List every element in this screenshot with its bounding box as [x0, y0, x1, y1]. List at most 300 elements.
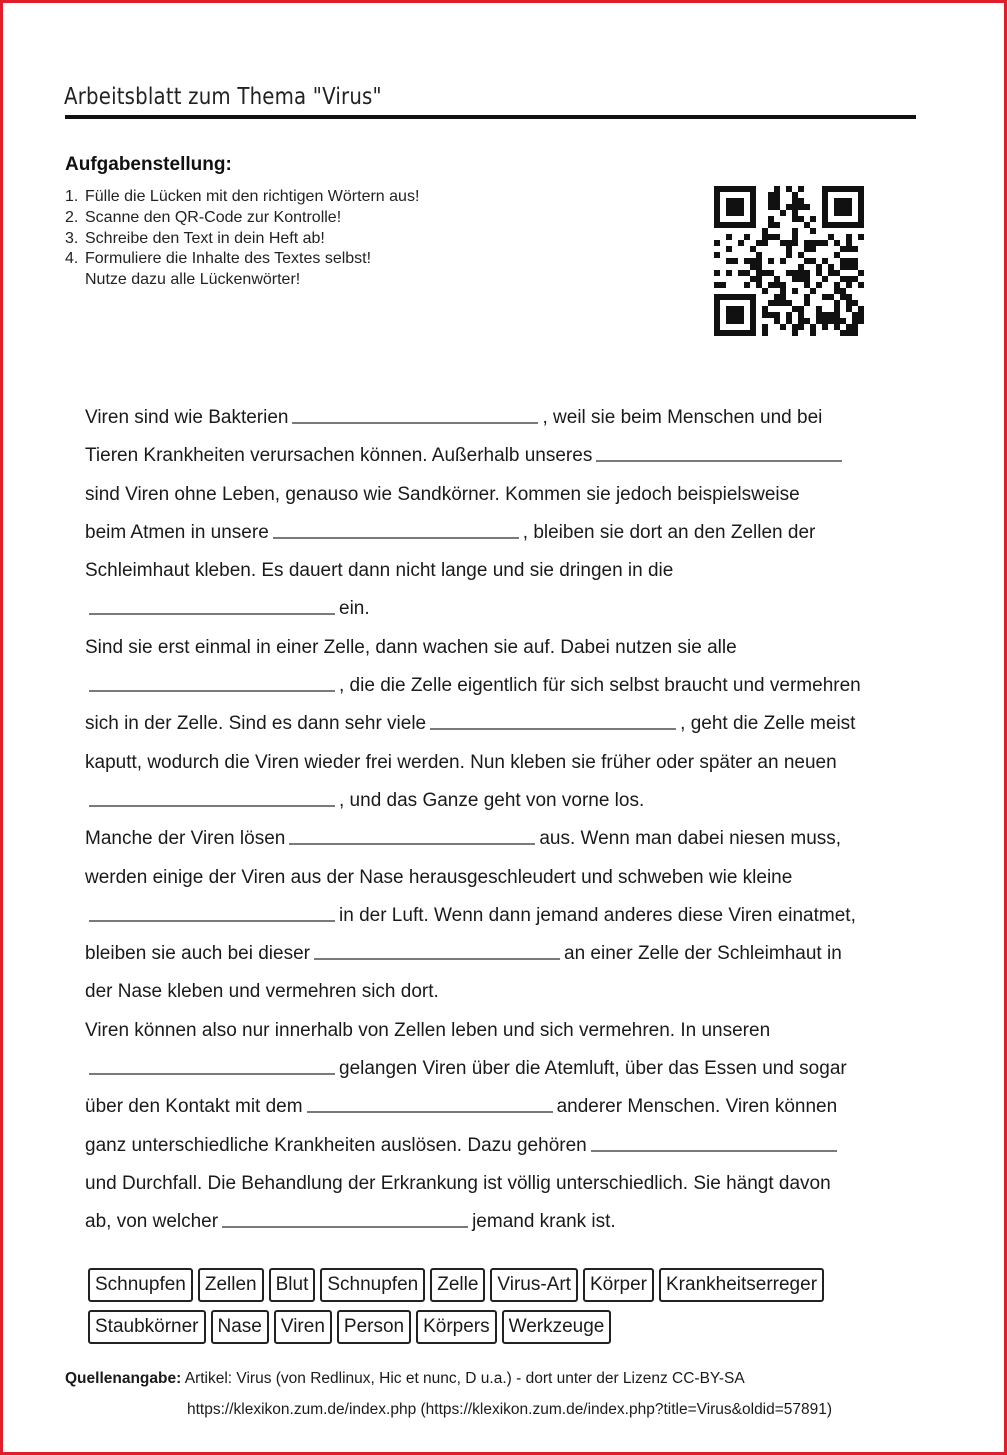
qr-module: [804, 276, 810, 282]
text-line: [85, 859, 915, 897]
qr-module: [792, 330, 798, 336]
word-chip: Zellen: [198, 1268, 264, 1302]
qr-code: [714, 186, 864, 336]
qr-module: [828, 270, 834, 276]
qr-module: [780, 210, 786, 216]
qr-module: [840, 288, 846, 294]
qr-module: [750, 222, 756, 228]
qr-module: [750, 312, 756, 318]
text-segment: ab, von welcher: [85, 1211, 219, 1233]
qr-module: [846, 222, 852, 228]
task-number: 2.: [65, 208, 79, 226]
qr-module: [822, 216, 828, 222]
qr-module: [756, 282, 762, 288]
qr-module: [774, 312, 780, 318]
qr-module: [822, 210, 828, 216]
qr-module: [738, 210, 744, 216]
qr-module: [738, 186, 744, 192]
qr-module: [840, 222, 846, 228]
qr-module: [738, 312, 744, 318]
qr-module: [786, 318, 792, 324]
qr-module: [750, 306, 756, 312]
qr-module: [822, 276, 828, 282]
qr-module: [756, 276, 762, 282]
qr-module: [732, 186, 738, 192]
qr-module: [840, 204, 846, 210]
word-bank-row: [88, 1310, 918, 1344]
qr-module: [846, 264, 852, 270]
task-number: 1.: [65, 188, 79, 205]
qr-module: [846, 234, 852, 240]
qr-module: [768, 270, 774, 276]
qr-module: [822, 324, 828, 330]
qr-module: [738, 294, 744, 300]
qr-module: [768, 234, 774, 240]
qr-module: [858, 210, 864, 216]
qr-module: [804, 222, 810, 228]
qr-module: [714, 216, 720, 222]
qr-module: [714, 198, 720, 204]
task-item: [65, 249, 419, 291]
qr-module: [822, 204, 828, 210]
qr-module: [792, 204, 798, 210]
qr-module: [750, 294, 756, 300]
qr-module: [786, 186, 792, 192]
qr-module: [744, 234, 750, 240]
qr-module: [714, 306, 720, 312]
qr-module: [762, 288, 768, 294]
qr-module: [786, 246, 792, 252]
qr-module: [798, 186, 804, 192]
qr-module: [846, 294, 852, 300]
qr-module: [774, 192, 780, 198]
qr-module: [714, 312, 720, 318]
qr-module: [720, 282, 726, 288]
qr-module: [780, 282, 786, 288]
qr-module: [726, 246, 732, 252]
qr-module: [846, 246, 852, 252]
qr-module: [774, 222, 780, 228]
source-url: https://klexikon.zum.de/index.php (https://klexikon.zum.de/index.php?title=Virus&oldid=57891): [187, 1401, 833, 1418]
qr-module: [750, 198, 756, 204]
word-chip: Staubkörner: [88, 1310, 206, 1344]
text-segment: sich in der Zelle. Sind es dann sehr viele: [85, 713, 427, 735]
qr-module: [726, 258, 732, 264]
qr-module: [732, 312, 738, 318]
word-chip: Person: [337, 1310, 411, 1344]
qr-module: [714, 186, 720, 192]
qr-module: [714, 330, 720, 336]
page-title: Arbeitsblatt zum Thema "Virus": [64, 84, 382, 110]
qr-module: [732, 210, 738, 216]
qr-module: [798, 276, 804, 282]
text-segment: sind Viren ohne Leben, genauso wie Sandkörner. Kommen sie jedoch beispielsweise: [85, 483, 800, 505]
qr-module: [810, 288, 816, 294]
qr-module: [852, 312, 858, 318]
qr-module: [822, 222, 828, 228]
blank-line[interactable]: [596, 446, 842, 462]
qr-module: [846, 186, 852, 192]
text-segment: Schleimhaut kleben. Es dauert dann nicht lange und sie dringen in die: [85, 560, 674, 582]
qr-module: [840, 258, 846, 264]
qr-module: [744, 222, 750, 228]
qr-module: [804, 258, 810, 264]
qr-module: [798, 318, 804, 324]
qr-module: [810, 240, 816, 246]
qr-module: [840, 318, 846, 324]
qr-module: [762, 330, 768, 336]
qr-module: [744, 186, 750, 192]
qr-module: [750, 300, 756, 306]
qr-module: [804, 300, 810, 306]
text-segment: an einer Zelle der Schleimhaut in: [564, 943, 842, 965]
qr-module: [798, 204, 804, 210]
qr-module: [786, 300, 792, 306]
qr-module: [828, 234, 834, 240]
qr-module: [738, 270, 744, 276]
text-segment: , geht die Zelle meist: [680, 713, 856, 735]
qr-module: [780, 240, 786, 246]
qr-module: [846, 282, 852, 288]
task-item: [65, 208, 419, 229]
blank-line[interactable]: [222, 1212, 468, 1228]
qr-module: [834, 186, 840, 192]
qr-module: [750, 204, 756, 210]
text-line: [85, 437, 915, 475]
qr-module: [846, 204, 852, 210]
qr-module: [846, 330, 852, 336]
qr-module: [816, 312, 822, 318]
qr-module: [714, 294, 720, 300]
qr-module: [804, 240, 810, 246]
qr-module: [798, 216, 804, 222]
word-chip: Körpers: [416, 1310, 497, 1344]
source-text: Artikel: Virus (von Redlinux, Hic et nunc, D u.a.) - dort unter der Lizenz CC-BY-SA: [181, 1370, 745, 1387]
text-segment: Manche der Viren lösen: [85, 828, 286, 850]
blank-line[interactable]: [89, 676, 335, 692]
word-chip: Viren: [274, 1310, 332, 1344]
qr-module: [780, 300, 786, 306]
qr-module: [744, 258, 750, 264]
qr-module: [738, 204, 744, 210]
blank-line[interactable]: [89, 906, 335, 922]
qr-module: [840, 276, 846, 282]
qr-module: [786, 312, 792, 318]
qr-module: [828, 186, 834, 192]
qr-module: [816, 306, 822, 312]
text-line: [85, 1050, 915, 1088]
text-segment: beim Atmen in unsere: [85, 521, 269, 543]
qr-module: [822, 240, 828, 246]
text-segment: gelangen Viren über die Atemluft, über das Essen und sogar: [339, 1058, 847, 1080]
word-chip: Zelle: [430, 1268, 485, 1302]
qr-module: [714, 324, 720, 330]
word-chip: Nase: [211, 1310, 269, 1344]
qr-module: [750, 324, 756, 330]
qr-module: [828, 318, 834, 324]
qr-module: [798, 306, 804, 312]
qr-module: [852, 222, 858, 228]
qr-module: [858, 270, 864, 276]
qr-module: [726, 204, 732, 210]
qr-module: [834, 210, 840, 216]
qr-module: [768, 300, 774, 306]
text-segment: anderer Menschen. Viren können: [556, 1096, 838, 1118]
task-item: [65, 229, 419, 250]
qr-module: [798, 270, 804, 276]
qr-module: [768, 258, 774, 264]
qr-module: [726, 270, 732, 276]
qr-module: [762, 324, 768, 330]
qr-module: [738, 222, 744, 228]
text-segment: , und das Ganze geht von vorne los.: [339, 789, 645, 811]
text-line: [85, 744, 915, 782]
qr-module: [714, 204, 720, 210]
qr-module: [822, 258, 828, 264]
text-segment: Tieren Krankheiten verursachen können. Außerhalb unseres: [85, 445, 593, 467]
word-chip: Werkzeuge: [502, 1310, 612, 1344]
qr-module: [732, 198, 738, 204]
task-item: [65, 187, 419, 208]
qr-module: [714, 270, 720, 276]
text-line: [85, 782, 915, 820]
qr-module: [756, 240, 762, 246]
qr-module: [828, 222, 834, 228]
word-bank: [88, 1268, 918, 1352]
qr-module: [852, 246, 858, 252]
text-line: [85, 514, 915, 552]
qr-module: [828, 294, 834, 300]
qr-module: [786, 252, 792, 258]
qr-module: [726, 222, 732, 228]
task-text: Schreibe den Text in dein Heft ab!: [85, 229, 325, 247]
qr-module: [756, 270, 762, 276]
qr-module: [840, 198, 846, 204]
text-segment: , die die Zelle eigentlich für sich selbst braucht und vermehren: [339, 675, 861, 697]
qr-module: [786, 204, 792, 210]
qr-module: [846, 258, 852, 264]
qr-module: [810, 330, 816, 336]
qr-module: [714, 192, 720, 198]
qr-module: [726, 210, 732, 216]
qr-module: [798, 264, 804, 270]
qr-module: [834, 270, 840, 276]
qr-module: [834, 204, 840, 210]
qr-module: [834, 240, 840, 246]
text-segment: bleiben sie auch bei dieser: [85, 943, 310, 965]
task-text: Scanne den QR-Code zur Kontrolle!: [85, 208, 342, 226]
qr-module: [768, 204, 774, 210]
qr-module: [858, 282, 864, 288]
word-chip: Schnupfen: [88, 1268, 193, 1302]
qr-module: [858, 312, 864, 318]
blank-line[interactable]: [307, 1097, 553, 1113]
qr-module: [738, 240, 744, 246]
blank-line[interactable]: [292, 408, 538, 424]
qr-module: [858, 204, 864, 210]
qr-module: [798, 252, 804, 258]
qr-module: [822, 198, 828, 204]
qr-module: [834, 306, 840, 312]
qr-module: [744, 330, 750, 336]
qr-module: [858, 234, 864, 240]
qr-module: [816, 240, 822, 246]
qr-module: [822, 192, 828, 198]
qr-module: [834, 318, 840, 324]
text-segment: ein.: [339, 598, 370, 620]
qr-module: [750, 276, 756, 282]
qr-module: [798, 198, 804, 204]
qr-module: [810, 258, 816, 264]
qr-module: [768, 312, 774, 318]
qr-module: [714, 222, 720, 228]
qr-module: [822, 294, 828, 300]
qr-module: [774, 276, 780, 282]
qr-module: [762, 306, 768, 312]
qr-module: [834, 282, 840, 288]
blank-line[interactable]: [591, 1136, 837, 1152]
qr-module: [774, 282, 780, 288]
qr-module: [738, 306, 744, 312]
qr-module: [828, 264, 834, 270]
qr-module: [726, 186, 732, 192]
qr-module: [858, 318, 864, 324]
qr-module: [828, 312, 834, 318]
qr-module: [714, 300, 720, 306]
qr-module: [756, 264, 762, 270]
qr-module: [852, 276, 858, 282]
qr-module: [720, 186, 726, 192]
qr-module: [774, 318, 780, 324]
word-chip: Körper: [583, 1268, 654, 1302]
qr-module: [840, 294, 846, 300]
qr-module: [792, 270, 798, 276]
qr-module: [846, 324, 852, 330]
qr-module: [750, 330, 756, 336]
text-segment: jemand krank ist.: [472, 1211, 616, 1233]
blank-line[interactable]: [430, 714, 676, 730]
text-line: [85, 705, 915, 743]
text-segment: ganz unterschiedliche Krankheiten auslösen. Dazu gehören: [85, 1134, 587, 1156]
qr-module: [822, 186, 828, 192]
qr-module: [762, 228, 768, 234]
text-line: [85, 1165, 915, 1203]
qr-module: [732, 306, 738, 312]
text-line: [85, 399, 915, 437]
qr-module: [720, 294, 726, 300]
word-chip: Virus-Art: [490, 1268, 578, 1302]
qr-module: [792, 216, 798, 222]
blank-line[interactable]: [89, 599, 335, 615]
blank-line[interactable]: [89, 1059, 335, 1075]
qr-module: [774, 294, 780, 300]
qr-module: [780, 324, 786, 330]
qr-module: [774, 234, 780, 240]
qr-module: [822, 318, 828, 324]
qr-module: [840, 330, 846, 336]
task-text: Formuliere die Inhalte des Textes selbst!: [85, 250, 372, 268]
qr-module: [792, 288, 798, 294]
qr-module: [840, 210, 846, 216]
qr-module: [732, 318, 738, 324]
qr-module: [786, 270, 792, 276]
qr-module: [714, 282, 720, 288]
qr-module: [762, 234, 768, 240]
qr-module: [762, 312, 768, 318]
word-chip: Schnupfen: [320, 1268, 425, 1302]
qr-module: [804, 270, 810, 276]
qr-module: [846, 198, 852, 204]
qr-module: [852, 330, 858, 336]
text-segment: Viren sind wie Bakterien: [85, 407, 289, 428]
qr-module: [780, 288, 786, 294]
blank-line[interactable]: [273, 523, 519, 539]
cloze-text: [85, 399, 915, 1242]
qr-module: [768, 192, 774, 198]
blank-line[interactable]: [314, 944, 560, 960]
word-bank-row: [88, 1268, 918, 1302]
qr-module: [804, 282, 810, 288]
qr-module: [792, 234, 798, 240]
qr-module: [792, 198, 798, 204]
qr-module: [834, 222, 840, 228]
qr-module: [810, 246, 816, 252]
qr-module: [732, 222, 738, 228]
qr-module: [804, 246, 810, 252]
text-line: [85, 1203, 915, 1241]
qr-module: [732, 204, 738, 210]
qr-module: [852, 264, 858, 270]
task-number: 4.: [65, 250, 79, 268]
qr-module: [840, 246, 846, 252]
qr-module: [780, 294, 786, 300]
text-line: [85, 1127, 915, 1165]
task-list: [65, 187, 419, 291]
qr-module: [756, 258, 762, 264]
text-line: [85, 820, 915, 858]
qr-module: [852, 324, 858, 330]
qr-module: [750, 258, 756, 264]
qr-module: [750, 216, 756, 222]
qr-module: [852, 300, 858, 306]
blank-line[interactable]: [289, 829, 535, 845]
qr-module: [834, 324, 840, 330]
blank-line[interactable]: [89, 791, 335, 807]
text-line: [85, 1012, 915, 1050]
word-chip: Krankheitserreger: [659, 1268, 824, 1302]
qr-module: [816, 264, 822, 270]
text-line: [85, 897, 915, 935]
text-line: [85, 667, 915, 705]
text-line: [85, 1088, 915, 1126]
qr-module: [858, 222, 864, 228]
qr-module: [804, 294, 810, 300]
qr-module: [858, 216, 864, 222]
qr-module: [750, 210, 756, 216]
qr-module: [738, 318, 744, 324]
qr-module: [792, 240, 798, 246]
qr-module: [750, 264, 756, 270]
qr-module: [774, 204, 780, 210]
qr-module: [792, 192, 798, 198]
qr-module: [720, 222, 726, 228]
qr-module: [834, 312, 840, 318]
qr-module: [786, 240, 792, 246]
qr-module: [726, 330, 732, 336]
qr-module: [756, 252, 762, 258]
qr-module: [774, 186, 780, 192]
qr-module: [720, 330, 726, 336]
